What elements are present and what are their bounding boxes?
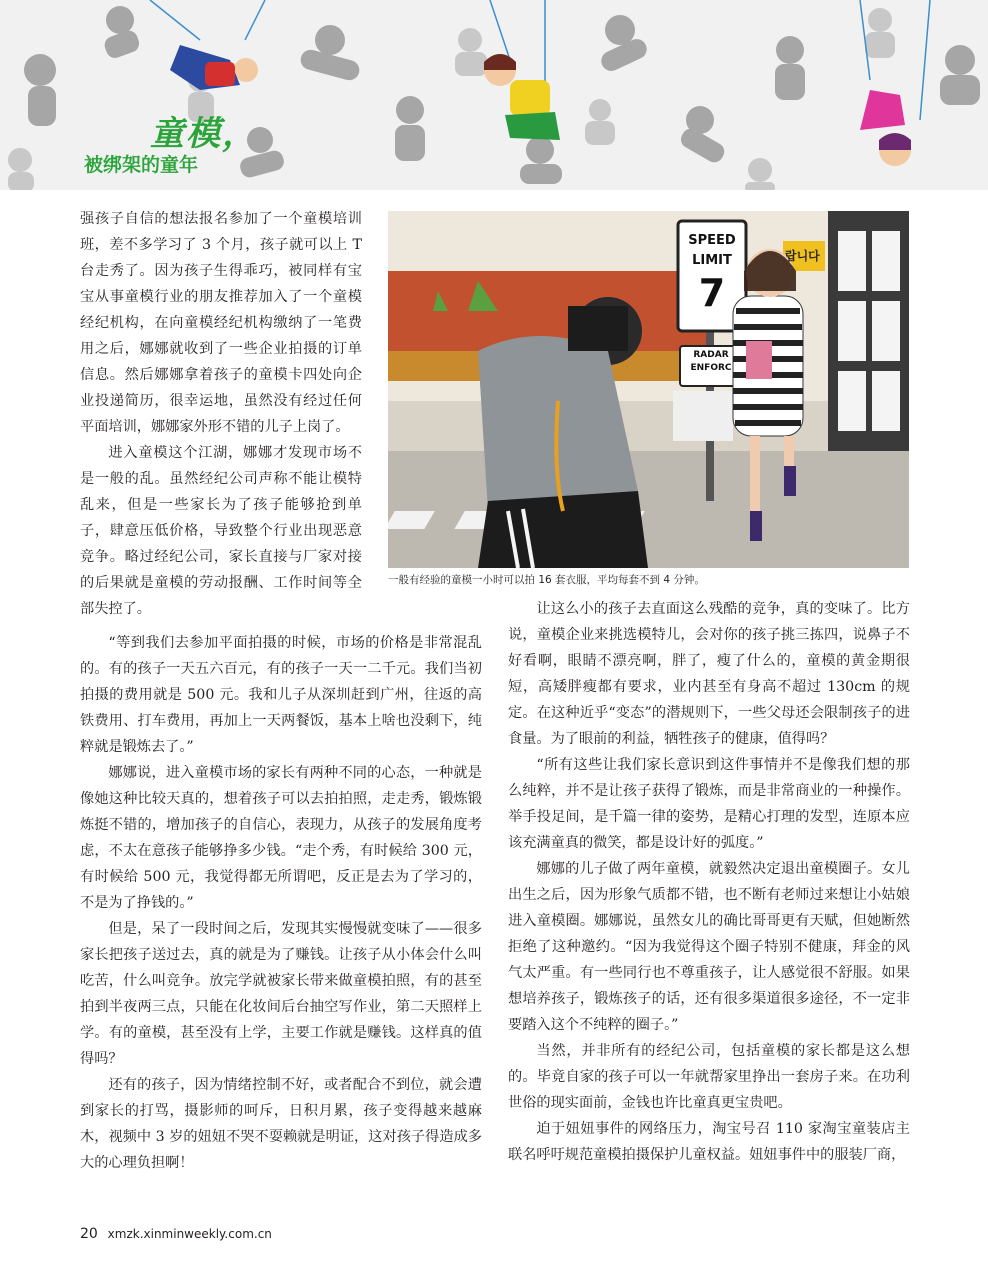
header-subtitle: 被绑架的童年 <box>84 154 199 176</box>
paragraph: 迫于妞妞事件的网络压力，淘宝号召 110 家淘宝童装店主联名呼吁规范童模拍摄保护儿童权益。妞妞事件中的服装厂商， <box>508 1121 910 1163</box>
footer-url: xmzk.xinminweekly.com.cn <box>107 1227 272 1241</box>
header-kicker: 童模， <box>150 114 258 154</box>
left-column <box>80 206 362 622</box>
article-photo <box>388 211 909 568</box>
paragraph: 让这么小的孩子去直面这么残酷的竞争，真的变味了。比方说，童模企业来挑选模特儿，会对你的孩子挑三拣四，说鼻子不好看啊，眼睛不漂亮啊，胖了，瘦了什么的，童模的黄金期很短，高矮胖瘦都有要求，业内甚至有身高不超过 130cm 的规定。在这种近乎“变态”的潜规则下，一些父母还会限制孩子的进食量。为了眼前的利益，牺牲孩子的健康，值得吗？ <box>508 601 910 747</box>
sign-text-number: 7 <box>698 271 726 315</box>
page-number: 20 <box>80 1226 98 1242</box>
photo-illustration <box>388 211 909 568</box>
korean-sign-text: 랍니다 <box>785 249 820 263</box>
sign-text-speed: SPEED <box>688 233 736 248</box>
paragraph: 当然，并非所有的经纪公司，包括童模的家长都是这么想的。毕竟自家的孩子可以一年就帮家里挣出一套房子来。在功利世俗的现实面前，金钱也许比童真更宝贵吧。 <box>508 1043 910 1111</box>
paragraph: 但是，呆了一段时间之后，发现其实慢慢就变味了——很多家长把孩子送过去，真的就是为了赚钱。让孩子从小体会什么叫吃苦，什么叫竞争。放完学就被家长带来做童模拍照，有的甚至拍到半夜两三点，只能在化妆间后台抽空写作业，第二天照样上学。有的童模，甚至没有上学，主要工作就是赚钱。这样真的值得吗？ <box>80 921 482 1067</box>
sign-text-limit: LIMIT <box>692 253 732 268</box>
paragraph: 娜娜说，进入童模市场的家长有两种不同的心态，一种就是像她这种比较天真的，想着孩子可以去拍拍照，走走秀，锻炼锻炼挺不错的，增加孩子的自信心，表现力，从孩子的发展角度考虑，不太在意孩子能够挣多少钱。“走个秀，有时候给 300 元，有时候给 500 元，我觉得都无所谓吧，反正是去为了学习的，不是为了挣钱的。” <box>80 765 482 911</box>
page-footer <box>80 1226 272 1242</box>
paragraph: 进入童模这个江湖，娜娜才发现市场不是一般的乱。虽然经纪公司声称不能让模特乱来，但是一些家长为了孩子能够抢到单子，肆意压低价格，导致整个行业出现恶意竞争。略过经纪公司，家长直接与厂家对接的后果就是童模的劳动报酬、工作时间等全部失控了。 <box>80 445 362 617</box>
paragraph: “所有这些让我们家长意识到这件事情并不是像我们想的那么纯粹，并不是让孩子获得了锻炼，而是非常商业的一种操作。举手投足间，是千篇一律的姿势，是精心打理的发型，连原本应该充满童真的微笑，都是设计好的弧度。” <box>508 757 910 851</box>
right-column <box>508 596 910 1168</box>
photo-caption: 一般有经验的童模一小时可以拍 16 套衣服，平均每套不到 4 分钟。 <box>388 574 705 586</box>
sign-text-enforce: ENFORC <box>690 363 732 373</box>
sign-text-radar: RADAR <box>693 350 729 360</box>
lower-left-column <box>80 630 482 1176</box>
paragraph: “等到我们去参加平面拍摄的时候，市场的价格是非常混乱的。有的孩子一天五六百元，有的孩子一天一二千元。我们当初拍摄的费用就是 500 元。我和儿子从深圳赶到广州，往返的高铁费用、打车费用，再加上一天两餐饭，基本上啥也没剩下，纯粹就是锻炼去了。” <box>80 635 482 755</box>
paragraph: 还有的孩子，因为情绪控制不好，或者配合不到位，就会遭到家长的打骂，摄影师的呵斥，日积月累，孩子变得越来越麻木，视频中 3 岁的妞妞不哭不耍赖就是明证，这对孩子得造成多大的心理负担啊！ <box>80 1077 482 1171</box>
header-banner <box>0 0 988 190</box>
paragraph: 强孩子自信的想法报名参加了一个童模培训班，差不多学习了 3 个月，孩子就可以上 T 台走秀了。因为孩子生得乖巧，被同样有宝宝从事童模行业的朋友推荐加入了一个童模经纪机构，在向童模经纪机构缴纳了一笔费用之后，娜娜就收到了一些企业拍摄的订单信息。然后娜娜拿着孩子的童模卡四处向企业投递简历，很幸运地，虽然没有经过任何平面培训，娜娜家外形不错的儿子上岗了。 <box>80 211 362 435</box>
paragraph: 娜娜的儿子做了两年童模，就毅然决定退出童模圈子。女儿出生之后，因为形象气质都不错，也不断有老师过来想让小姑娘进入童模圈。娜娜说，虽然女儿的确比哥哥更有天赋，但她断然拒绝了这种邀约。“因为我觉得这个圈子特别不健康，拜金的风气太严重。有一些同行也不尊重孩子，让人感觉很不舒服。如果想培养孩子，锻炼孩子的话，还有很多渠道很多途径，不一定非要踏入这个不纯粹的圈子。” <box>508 861 910 1033</box>
